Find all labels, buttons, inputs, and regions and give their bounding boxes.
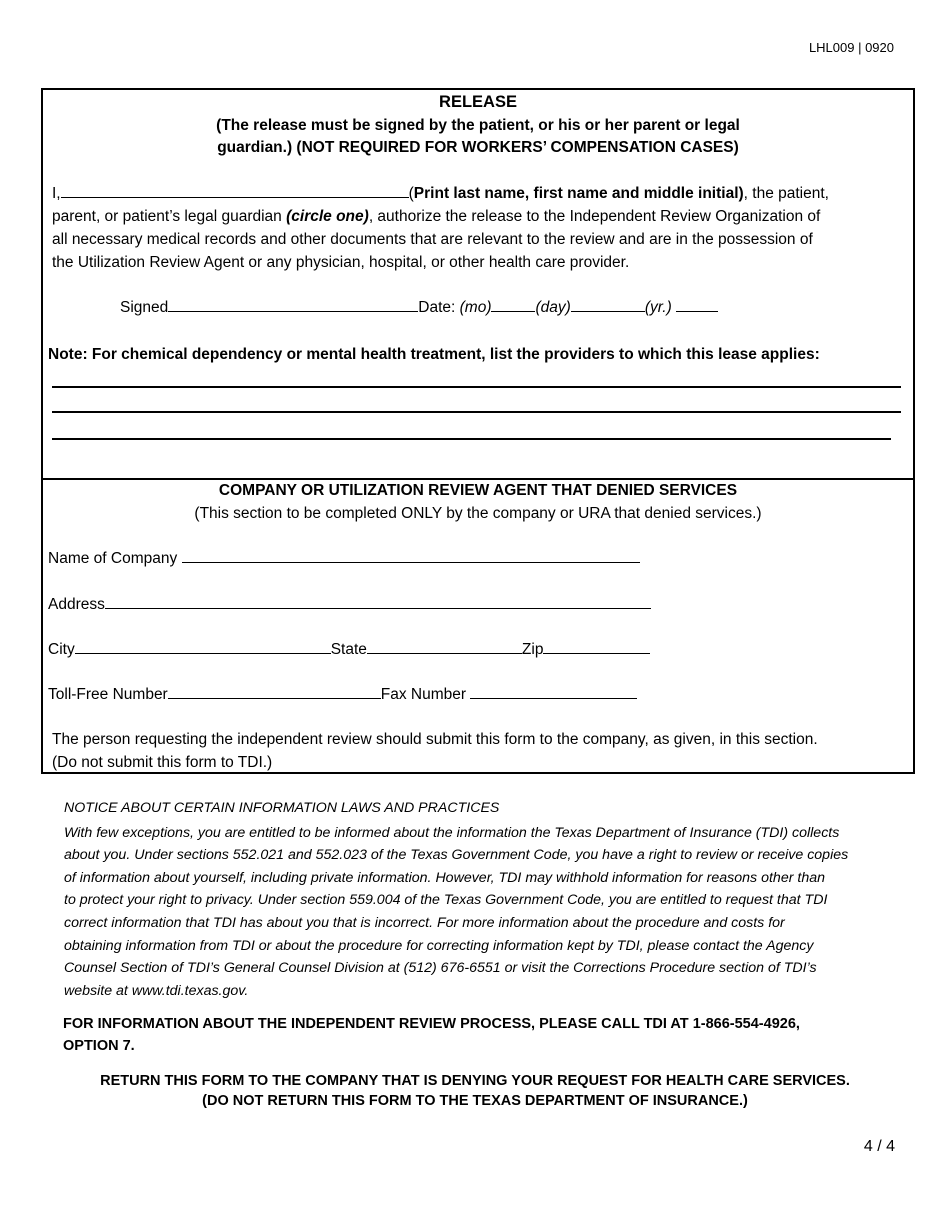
release-subtitle-line1: (The release must be signed by the patient, or his or her parent or legal: [216, 117, 740, 134]
date-day-field[interactable]: [571, 297, 645, 312]
release-statement-line2: parent, or patient’s legal guardian (circle one), authorize the release to the Independent Review Organization of: [52, 208, 821, 225]
company-title: COMPANY OR UTILIZATION REVIEW AGENT THAT DENIED SERVICES: [218, 482, 738, 499]
fax-field[interactable]: [470, 684, 637, 699]
release-statement-line3: all necessary medical records and other documents that are relevant to the review and are in the possession of: [52, 231, 813, 248]
notice-heading: NOTICE ABOUT CERTAIN INFORMATION LAWS AND PRACTICES: [64, 800, 500, 816]
patient-name-field[interactable]: [61, 183, 409, 198]
date-year-field[interactable]: [676, 297, 718, 312]
print-name-instruction: Print last name, first name and middle initial): [413, 185, 744, 202]
company-name-row: Name of Company: [48, 548, 640, 570]
city-state-zip-row: City State Zip: [48, 639, 650, 661]
notice-line: With few exceptions, you are entitled to be informed about the information the Texas Department of Insurance (TDI) collects: [64, 824, 840, 841]
notice-line: obtaining information from TDI or about the procedure for correcting information kept by TDI, please contact the Agency: [64, 937, 814, 954]
notice-line: Counsel Section of TDI’s General Counsel Division at (512) 676-6551 or visit the Corrections Procedure section of TDI’s: [64, 960, 817, 977]
i-label: I,: [52, 185, 61, 202]
city-field[interactable]: [75, 639, 331, 654]
phone-fax-row: Toll-Free Number Fax Number: [48, 684, 637, 706]
notice-line: correct information that TDI has about you that is incorrect. For more information about the procedure and costs for: [64, 914, 785, 931]
notice-section: [64, 797, 898, 1002]
company-instruction-line2: (Do not submit this form to TDI.): [52, 754, 273, 771]
company-name-field[interactable]: [182, 548, 640, 563]
zip-field[interactable]: [543, 639, 650, 654]
return-line1: RETURN THIS FORM TO THE COMPANY THAT IS DENYING YOUR REQUEST FOR HEALTH CARE SERVICES.: [100, 1073, 850, 1089]
providers-line-3[interactable]: [52, 438, 891, 440]
providers-note: Note: For chemical dependency or mental health treatment, list the providers to which this lease applies:: [48, 346, 820, 363]
address-row: Address: [48, 594, 651, 616]
release-title: RELEASE: [439, 93, 517, 111]
circle-one-label: (circle one): [286, 208, 369, 225]
info-call-line2: OPTION 7.: [63, 1038, 135, 1054]
release-statement-line4: the Utilization Review Agent or any physician, hospital, or other health care provider.: [52, 254, 630, 271]
company-subtitle: (This section to be completed ONLY by the company or URA that denied services.): [194, 505, 762, 522]
signature-row: Signed Date: (mo) (day) (yr.): [120, 297, 718, 319]
signature-field[interactable]: [168, 297, 418, 312]
company-section: [41, 478, 915, 774]
form-code: LHL009 | 0920: [808, 40, 894, 55]
tollfree-field[interactable]: [168, 684, 381, 699]
providers-line-2[interactable]: [52, 411, 901, 413]
address-field[interactable]: [105, 594, 651, 609]
page-number: 4 / 4: [863, 1138, 895, 1155]
release-statement-line1: I, (Print last name, first name and middle initial), the patient,: [52, 185, 829, 202]
info-call-line1: FOR INFORMATION ABOUT THE INDEPENDENT REVIEW PROCESS, PLEASE CALL TDI AT 1-866-554-4926,: [63, 1016, 800, 1032]
notice-line: website at www.tdi.texas.gov.: [64, 982, 249, 999]
date-month-field[interactable]: [491, 297, 535, 312]
release-section: [41, 88, 915, 480]
return-line2: (DO NOT RETURN THIS FORM TO THE TEXAS DEPARTMENT OF INSURANCE.): [202, 1093, 748, 1109]
notice-line: of information about yourself, including private information. However, TDI may withhold information for reasons other than: [64, 869, 825, 886]
state-field[interactable]: [367, 639, 522, 654]
release-subtitle-line2: guardian.) (NOT REQUIRED FOR WORKERS’ COMPENSATION CASES): [217, 139, 739, 156]
providers-line-1[interactable]: [52, 386, 901, 388]
notice-line: about you. Under sections 552.021 and 552.023 of the Texas Government Code, you have a right to review or receive copies: [64, 847, 849, 864]
company-instruction-line1: The person requesting the independent review should submit this form to the company, as given, in this section.: [52, 731, 818, 748]
notice-line: to protect your right to privacy. Under section 559.004 of the Texas Government Code, you are entitled to request that TDI: [64, 892, 828, 909]
